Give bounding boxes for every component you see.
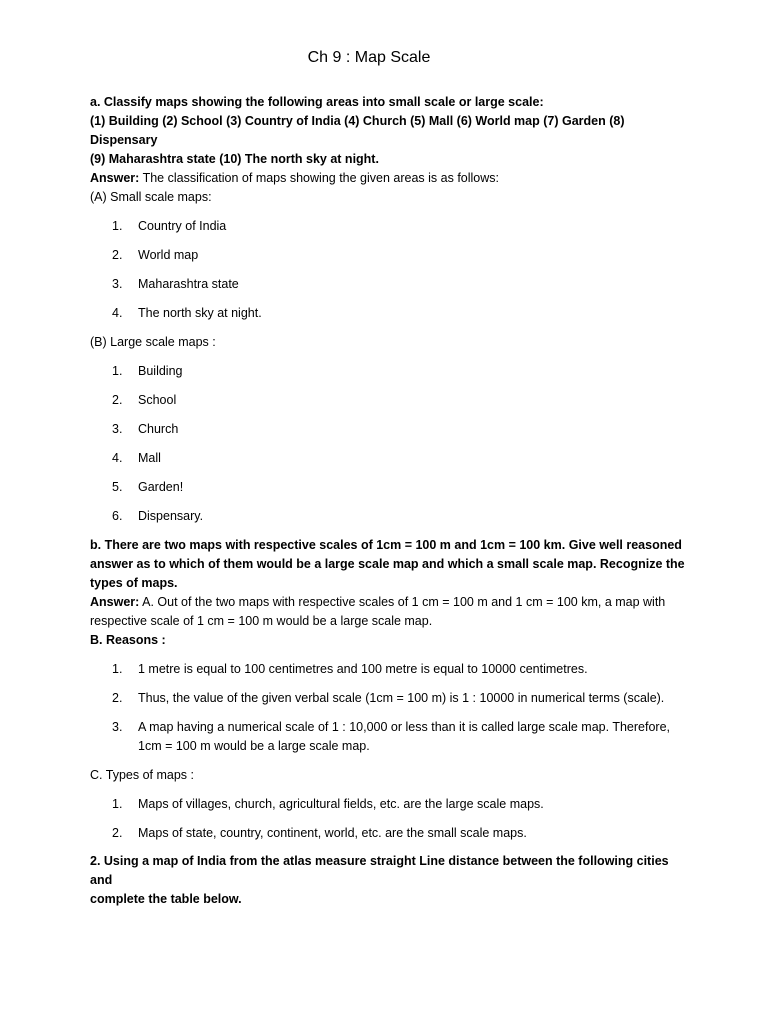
large-scale-heading: (B) Large scale maps : xyxy=(90,335,216,349)
list-text-block xyxy=(138,718,690,756)
list-item xyxy=(90,420,690,439)
list-text: Maharashtra state xyxy=(138,277,239,291)
list-number: 2. xyxy=(112,248,123,262)
list-text: A map having a numerical scale of 1 : 10,000 or less than it is called large scale map. Therefore, xyxy=(138,720,671,734)
list-item xyxy=(90,246,690,265)
list-text: Dispensary. xyxy=(138,509,204,523)
question-a-line-3: (9) Maharashtra state (10) The north sky at night. xyxy=(90,152,379,166)
list-item xyxy=(90,689,690,708)
question-b-line-2: answer as to which of them would be a large scale map and which a small scale map. Recognize the xyxy=(90,557,685,571)
answer-b-text: A. Out of the two maps with respective scales of 1 cm = 100 m and 1 cm = 100 km, a map with xyxy=(139,595,666,609)
list-text: Church xyxy=(138,422,179,436)
document-body xyxy=(90,93,690,909)
page-title: Ch 9 : Map Scale xyxy=(307,49,431,66)
list-number: 3. xyxy=(112,422,123,436)
list-text: Garden! xyxy=(138,480,184,494)
list-item xyxy=(90,275,690,294)
list-number: 3. xyxy=(112,277,123,291)
question-b-line-3: types of maps. xyxy=(90,576,178,590)
list-text: Country of India xyxy=(138,219,227,233)
list-text: Building xyxy=(138,364,183,378)
list-number: 4. xyxy=(112,306,123,320)
list-text: Mall xyxy=(138,451,161,465)
answer-label: Answer: xyxy=(90,595,140,609)
types-list xyxy=(90,795,690,843)
answer-b-line-2: respective scale of 1 cm = 100 m would be a large scale map. xyxy=(90,614,433,628)
list-text: The north sky at night. xyxy=(138,306,262,320)
list-item xyxy=(90,718,690,756)
list-number: 1. xyxy=(112,219,123,233)
list-number: 5. xyxy=(112,480,123,494)
list-item xyxy=(90,478,690,497)
list-item xyxy=(90,824,690,843)
list-text: 1 metre is equal to 100 centimetres and 100 metre is equal to 10000 centimetres. xyxy=(138,662,588,676)
list-number: 1. xyxy=(112,364,123,378)
question-a-line-2: (1) Building (2) School (3) Country of India (4) Church (5) Mall (6) World map (7) Garden (8) Dispensary xyxy=(90,114,625,147)
list-text: 1cm = 100 m would be a large scale map. xyxy=(138,739,370,753)
list-text: School xyxy=(138,393,177,407)
large-scale-list xyxy=(90,362,690,526)
list-item xyxy=(90,795,690,814)
list-text: World map xyxy=(138,248,199,262)
question-2 xyxy=(90,852,690,909)
reasons-list xyxy=(90,660,690,756)
question-a xyxy=(90,93,690,526)
answer-label: Answer: xyxy=(90,171,140,185)
list-item xyxy=(90,660,690,679)
list-number: 1. xyxy=(112,662,123,676)
question-2-line-2: complete the table below. xyxy=(90,892,242,906)
list-item xyxy=(90,449,690,468)
list-item xyxy=(90,362,690,381)
question-b-line-1: b. There are two maps with respective scales of 1cm = 100 m and 1cm = 100 km. Give well reasoned xyxy=(90,538,682,552)
list-number: 3. xyxy=(112,720,123,734)
list-number: 2. xyxy=(112,826,123,840)
answer-a-text: The classification of maps showing the given areas is as follows: xyxy=(139,171,499,185)
list-number: 2. xyxy=(112,393,123,407)
list-text: Maps of villages, church, agricultural fields, etc. are the large scale maps. xyxy=(138,797,544,811)
list-number: 4. xyxy=(112,451,123,465)
list-text: Maps of state, country, continent, world, etc. are the small scale maps. xyxy=(138,826,527,840)
small-scale-list xyxy=(90,217,690,323)
answer-a xyxy=(90,169,690,188)
answer-b-line-1 xyxy=(90,593,690,612)
list-text: Thus, the value of the given verbal scale (1cm = 100 m) is 1 : 10000 in numerical terms (scale). xyxy=(138,691,665,705)
list-item xyxy=(90,391,690,410)
list-item xyxy=(90,304,690,323)
list-item xyxy=(90,507,690,526)
types-heading: C. Types of maps : xyxy=(90,768,194,782)
question-a-line-1: a. Classify maps showing the following areas into small scale or large scale: xyxy=(90,95,544,109)
question-b xyxy=(90,536,690,843)
question-2-line-1: 2. Using a map of India from the atlas measure straight Line distance between the following cities and xyxy=(90,854,669,887)
reasons-heading: B. Reasons : xyxy=(90,633,166,647)
list-number: 6. xyxy=(112,509,123,523)
list-number: 2. xyxy=(112,691,123,705)
small-scale-heading: (A) Small scale maps: xyxy=(90,190,212,204)
list-item xyxy=(90,217,690,236)
list-number: 1. xyxy=(112,797,123,811)
